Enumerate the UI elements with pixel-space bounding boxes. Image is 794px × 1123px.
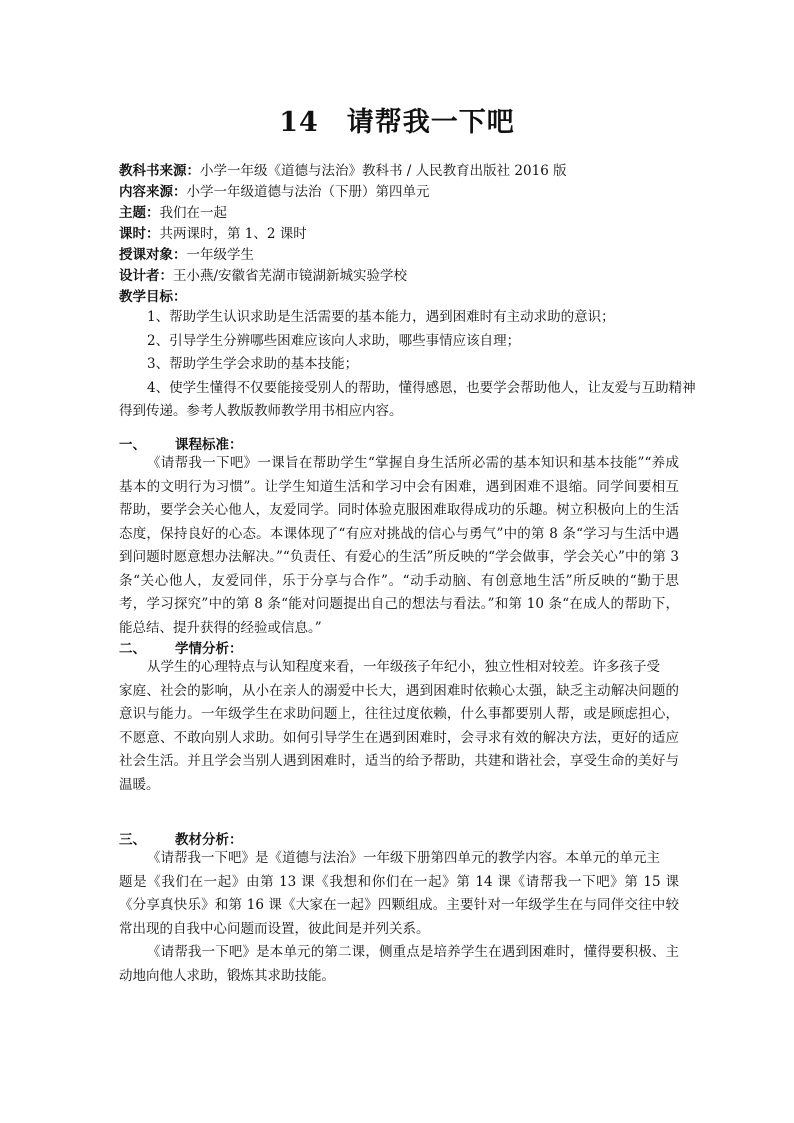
section-number: 三、 bbox=[119, 832, 146, 848]
section-number: 二、 bbox=[119, 641, 146, 657]
meta-audience bbox=[119, 244, 739, 266]
section-heading-material-analysis bbox=[119, 828, 243, 848]
meta-theme bbox=[119, 202, 739, 224]
section-body-material-analysis bbox=[119, 847, 679, 988]
section-body-curriculum bbox=[119, 452, 679, 640]
meta-designer bbox=[119, 265, 739, 287]
meta-label: 主题： bbox=[119, 205, 160, 221]
paragraph: 《请帮我一下吧》是《道德与法治》一年级下册第四单元的教学内容。本单元的单元主 bbox=[147, 850, 660, 866]
section-heading-curriculum bbox=[119, 433, 243, 453]
meta-value: 小学一年级《道德与法治》教科书 / 人民教育出版社 2016 版 bbox=[200, 163, 567, 179]
meta-value: 王小燕/安徽省芜湖市镜湖新城实验学校 bbox=[173, 268, 408, 284]
goal-item: 4、使学生懂得不仅要能接受别人的帮助，懂得感恩，也要学会帮助他人，让友爱与互助精神得到传递。参考人教版教师教学用书相应内容。 bbox=[119, 379, 696, 419]
section-number: 一、 bbox=[119, 437, 146, 453]
meta-value: 共两课时，第 1、2 课时 bbox=[159, 226, 307, 242]
meta-value: 一年级学生 bbox=[186, 247, 254, 263]
section-title: 学情分析： bbox=[175, 641, 243, 657]
meta-lessons bbox=[119, 223, 739, 245]
meta-content-source bbox=[119, 181, 739, 203]
paragraph: 从学生的心理特点与认知程度来看，一年级孩子年纪小，独立性相对较差。许多孩子受 bbox=[147, 659, 660, 675]
meta-label: 授课对象： bbox=[119, 247, 187, 263]
meta-value: 我们在一起 bbox=[159, 205, 227, 221]
section-title: 课程标准： bbox=[175, 437, 243, 453]
goal-item: 1、帮助学生认识求助是生活需要的基本能力，遇到困难时有主动求助的意识； bbox=[147, 309, 615, 325]
meta-label: 内容来源： bbox=[119, 184, 187, 200]
meta-label: 课时： bbox=[119, 226, 160, 242]
paragraph: 题是《我们在一起》由第 13 课《我想和你们在一起》第 14 课《请帮我一下吧》第 15 课《分享真快乐》和第 16 课《大家在一起》四颗组成。主要针对一年级学生在与同伴交往中较常出现的自我中心问题而设置，彼此间是并列关系。 bbox=[119, 873, 679, 937]
paragraph: 家庭、社会的影响，从小在亲人的溺爱中长大，遇到困难时依赖心太强，缺乏主动解决问题的意识与能力。一年级学生在求助问题上，往往过度依赖，什么事都要别人帮，或是顾虑担心，不愿意、不敢向别人求助。如何引导学生在遇到困难时，会寻求有效的解决方法，更好的适应社会生活。并且学会当别人遇到困难时，适当的给予帮助，共建和谐社会，享受生命的美好与温暖。 bbox=[119, 682, 679, 793]
meta-textbook-source bbox=[119, 160, 739, 182]
meta-label: 教学目标： bbox=[119, 289, 187, 305]
goal-item: 3、帮助学生学会求助的基本技能； bbox=[147, 356, 359, 372]
paragraph: 《请帮我一下吧》一课旨在帮助学生“掌握自身生活所必需的基本知识和基本技能”“养成基本的文明行为习惯”。让学生知道生活和学习中会有困难，遇到困难不退缩。同学间要相互帮助，要学会关心他人，友爱同学。同时体验克服困难取得成功的乐趣。树立积极向上的生活态度，保持良好的心态。本课体现了“有应对挑战的信心与勇气”中的第 8 条“学习与生活中遇到问题时愿意想办法解决。”“负责任、有爱心的生活”所反映的“学会做事，学会关心”中的第 3 条“关心他人，友爱同伴，乐于分享与合作”。“动手动脑、有创意地生活”所反映的“勤于思考，学习探究”中的第 8 条“能对问题提出自己的想法与看法。”和第 10 条“在成人的帮助下，能总结、提升获得的经验或信息。” bbox=[119, 455, 679, 636]
teaching-goals-list bbox=[119, 306, 699, 424]
meta-label: 教科书来源： bbox=[119, 163, 200, 179]
paragraph: 《请帮我一下吧》是本单元的第二课，侧重点是培养学生在遇到困难时，懂得要积极、主动地向他人求助，锻炼其求助技能。 bbox=[119, 944, 679, 984]
meta-label: 设计者： bbox=[119, 268, 173, 284]
section-title: 教材分析： bbox=[175, 832, 243, 848]
section-body-learner-analysis bbox=[119, 656, 679, 797]
meta-goals-heading bbox=[119, 286, 739, 308]
page-title: 14 请帮我一下吧 bbox=[279, 107, 515, 138]
meta-value: 小学一年级道德与法治（下册）第四单元 bbox=[186, 184, 430, 200]
section-heading-learner-analysis bbox=[119, 637, 243, 657]
goal-item: 2、引导学生分辨哪些困难应该向人求助，哪些事情应该自理； bbox=[147, 332, 521, 349]
